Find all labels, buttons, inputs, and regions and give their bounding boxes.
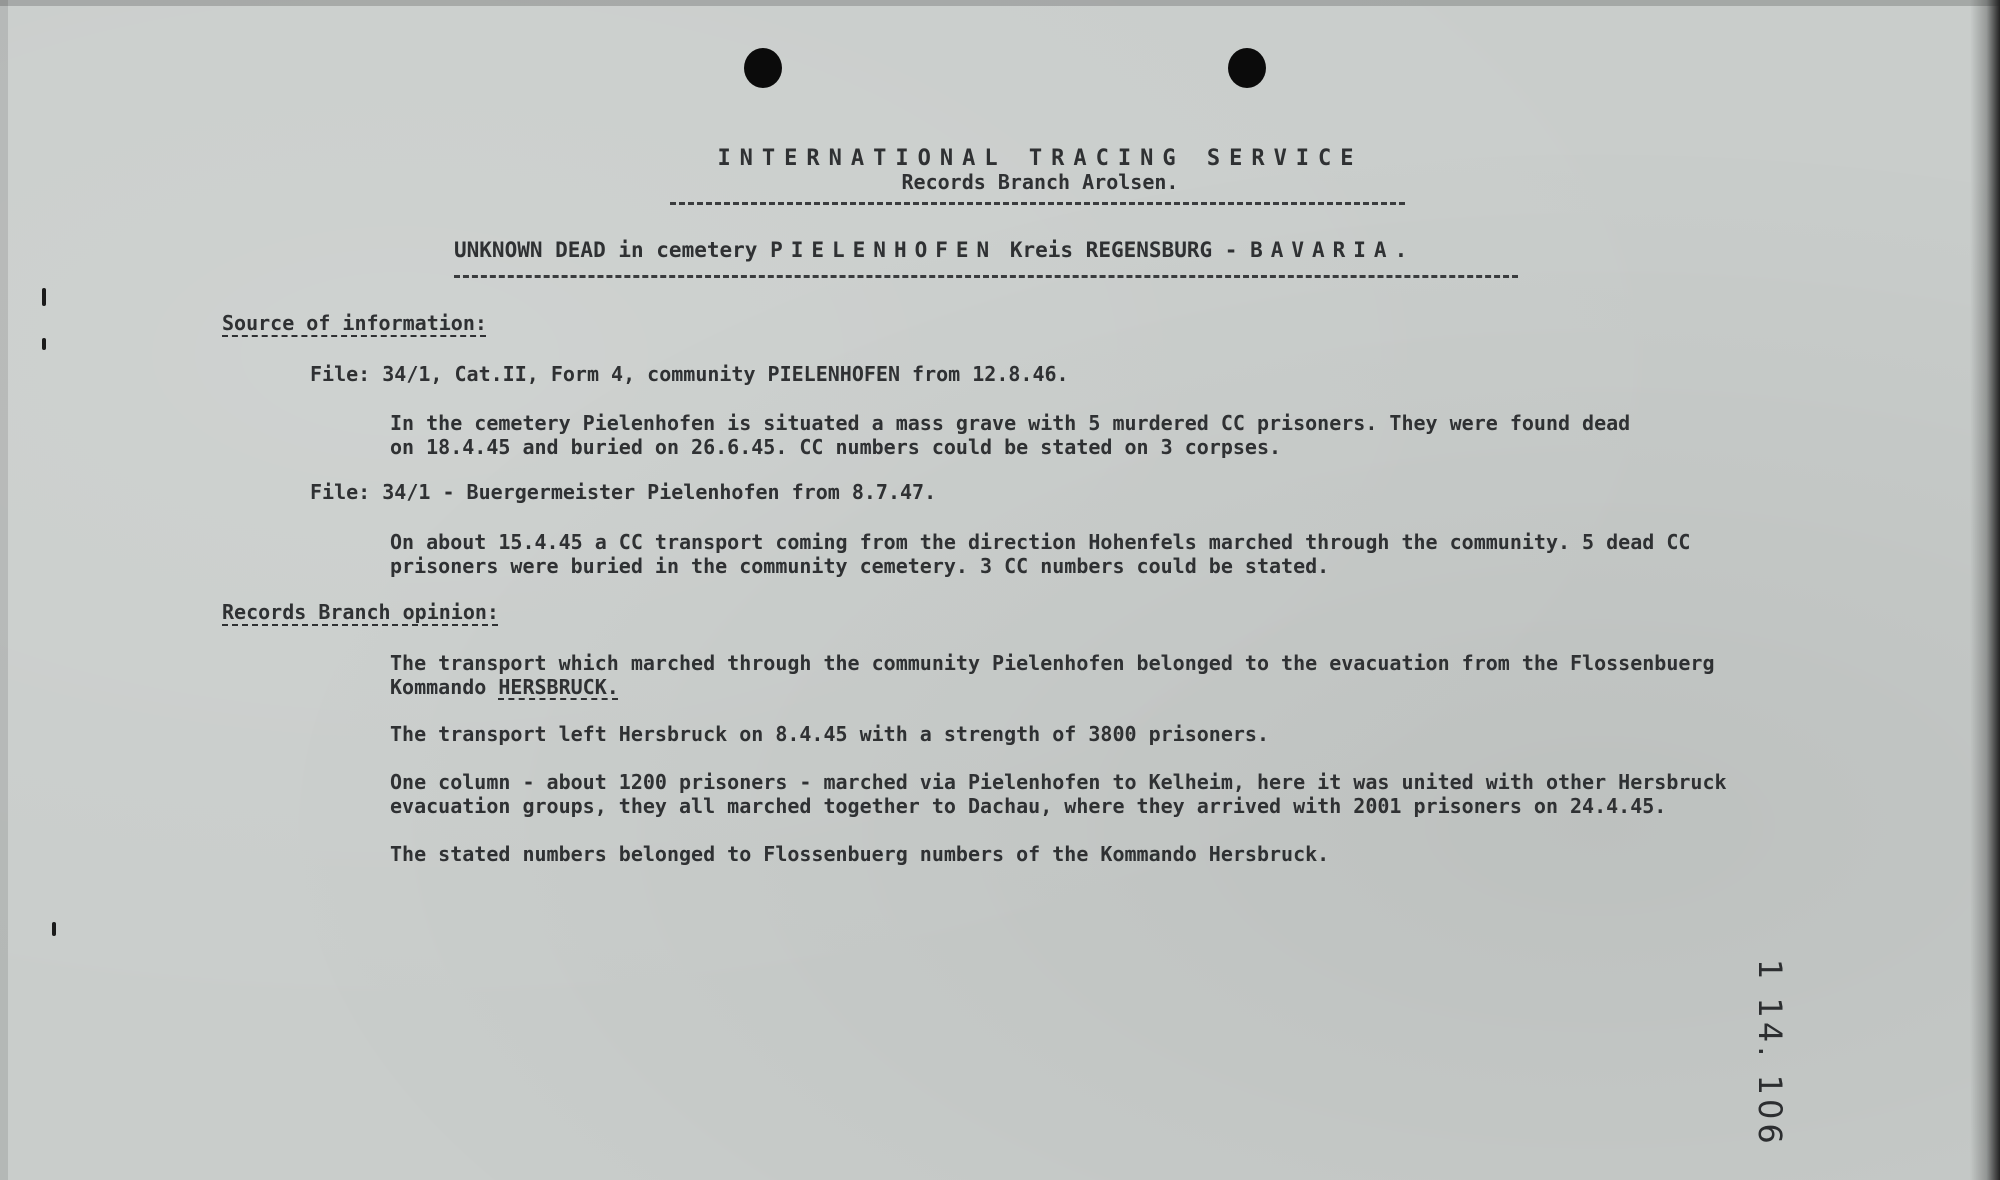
file2-reference: File: 34/1 - Buergermeister Pielenhofen from 8.7.47. xyxy=(310,480,937,504)
title-place: PIELENHOFEN xyxy=(770,238,998,262)
archive-stamp-number: 1 14. 106 xyxy=(1751,959,1789,1148)
file2-text-line2: prisoners were buried in the community cemetery. 3 CC numbers could be stated. xyxy=(390,554,1330,578)
opinion-para4: The stated numbers belonged to Flossenbuerg numbers of the Kommando Hersbruck. xyxy=(390,842,1330,866)
paper-top-edge xyxy=(0,0,2000,6)
opinion-para1-line1: The transport which marched through the community Pielenhofen belonged to the evacuation from the Flossenbuerg xyxy=(390,651,1715,675)
branch-name: Records Branch Arolsen. xyxy=(901,170,1179,194)
title-middle: Kreis REGENSBURG - xyxy=(1009,238,1238,262)
opinion-para2: The transport left Hersbruck on 8.4.45 with a strength of 3800 prisoners. xyxy=(390,722,1269,746)
punch-hole-left xyxy=(744,48,782,88)
file2-text-line1: On about 15.4.45 a CC transport coming from the direction Hohenfels marched through the community. 5 dead CC xyxy=(390,530,1691,554)
organization-name: INTERNATIONAL TRACING SERVICE xyxy=(717,146,1363,171)
opinion-heading: Records Branch opinion: xyxy=(222,600,499,624)
kommando-label: Kommando xyxy=(390,675,487,699)
source-heading: Source of information: xyxy=(222,311,487,335)
title-region: BAVARIA. xyxy=(1250,238,1416,262)
opinion-para3-line1: One column - about 1200 prisoners - marched via Pielenhofen to Kelheim, here it was united with other Hersbruck xyxy=(390,770,1727,794)
margin-mark xyxy=(42,338,46,350)
file1-reference: File: 34/1, Cat.II, Form 4, community PIELENHOFEN from 12.8.46. xyxy=(310,362,1069,386)
file1-text-line1: In the cemetery Pielenhofen is situated a mass grave with 5 murdered CC prisoners. They were found dead xyxy=(390,411,1631,435)
hersbruck-underlined: HERSBRUCK. xyxy=(498,675,619,699)
margin-mark xyxy=(52,922,56,936)
header-rule xyxy=(670,202,1405,205)
punch-hole-right xyxy=(1228,48,1266,88)
paper-left-edge xyxy=(0,0,8,1180)
opinion-para3-line2: evacuation groups, they all marched together to Dachau, where they arrived with 2001 prisoners on 24.4.45. xyxy=(390,794,1667,818)
paper-right-edge xyxy=(1970,0,2000,1180)
file1-text-line2: on 18.4.45 and buried on 26.6.45. CC numbers could be stated on 3 corpses. xyxy=(390,435,1282,459)
document-title xyxy=(454,238,1415,262)
title-rule xyxy=(454,275,1518,278)
opinion-para1-line2 xyxy=(390,675,619,699)
title-prefix: UNKNOWN DEAD in cemetery xyxy=(454,238,758,262)
margin-mark xyxy=(42,288,46,306)
